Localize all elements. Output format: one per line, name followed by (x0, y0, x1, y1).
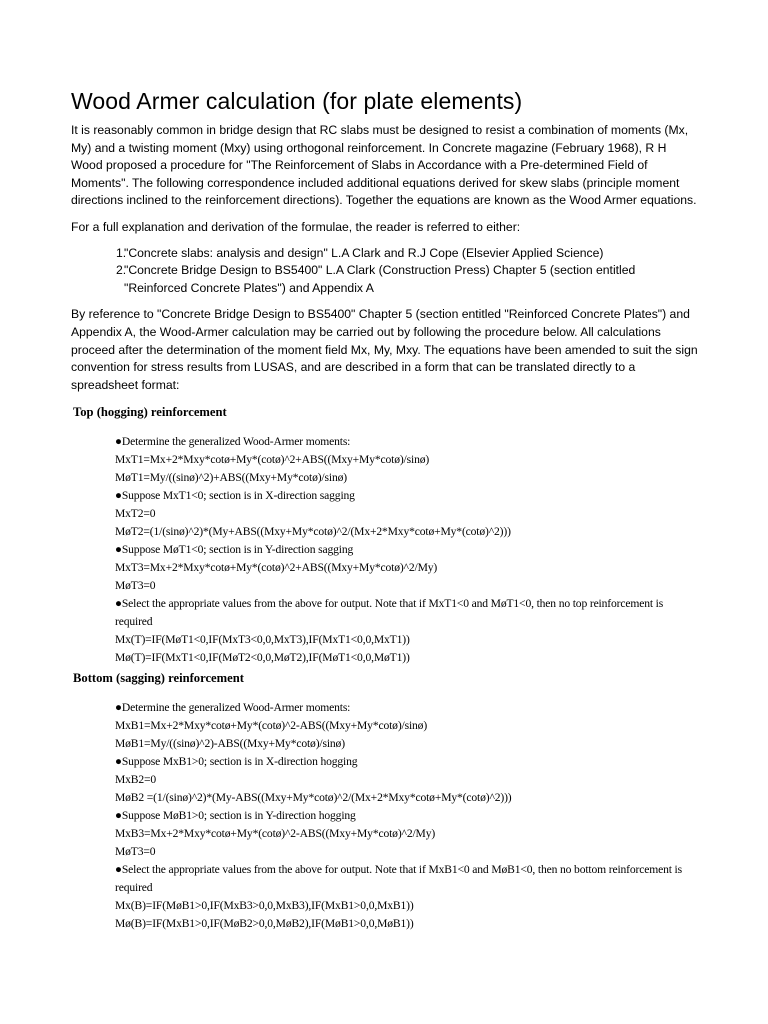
equation-line: ●Suppose MxT1<0; section is in X-direction sagging (115, 489, 355, 503)
equation-line: ●Determine the generalized Wood-Armer moments: (115, 435, 351, 449)
equation-line: Mx(T)=IF(MøT1<0,IF(MxT3<0,0,MxT3),IF(MxT1<0,0,MxT1)) (115, 633, 410, 647)
equation-line: Mø(B)=IF(MxB1>0,IF(MøB2>0,0,MøB2),IF(MøB1>0,0,MøB1)) (115, 917, 414, 931)
reference-text: "Concrete slabs: analysis and design" L.A Clark and R.J Cope (Elsevier Applied Science) (124, 245, 604, 260)
equation-line: Mx(B)=IF(MøB1>0,IF(MxB3>0,0,MxB3),IF(MxB1>0,0,MxB1)) (115, 899, 414, 913)
page-title: Wood Armer calculation (for plate elements) (71, 88, 523, 114)
equation-line: ●Select the appropriate values from the above for output. Note that if MxT1<0 and MøT1<0, then no top reinforcement is required (115, 597, 664, 629)
equation-line: MøT2=(1/(sinø)^2)*(My+ABS((Mxy+My*cotø)^2/(Mx+2*Mxy*cotø+My*(cotø)^2))) (115, 525, 511, 539)
reference-text: "Concrete Bridge Design to BS5400" L.A Clark (Construction Press) Chapter 5 (section entitled "Reinforced Concrete Plates") and Appendix A (124, 263, 636, 295)
equation-line: ●Suppose MøT1<0; section is in Y-direction sagging (115, 543, 354, 557)
bottom-reinforcement-heading: Bottom (sagging) reinforcement (73, 671, 244, 686)
reference-number: 2. (116, 263, 127, 278)
equation-line: Mø(T)=IF(MxT1<0,IF(MøT2<0,0,MøT2),IF(MøT1<0,0,MøT1)) (115, 651, 410, 665)
intro-paragraph: It is reasonably common in bridge design that RC slabs must be designed to resist a combination of moments (Mx, My) and a twisting moment (Mxy) using orthogonal reinforcement. In Concrete magazine (February 1968), R H Wood proposed a procedure for "The Reinforcement of Slabs in Accordance with a Pre-determined Field of Moments". The following correspondence included additional equations derived for skew slabs (principle moment directions inclined to the reinforcement directions). Together the equations are known as the Wood Armer equations. (71, 123, 697, 208)
equation-line: ●Suppose MxB1>0; section is in X-direction hogging (115, 755, 358, 769)
reference-item (116, 262, 698, 297)
equation-line: ●Select the appropriate values from the above for output. Note that if MxB1<0 and MøB1<0, then no bottom reinforcement is required (115, 863, 682, 895)
equation-line: MxB2=0 (115, 773, 157, 787)
equation-line: MøT1=My/((sinø)^2)+ABS((Mxy+My*cotø)/sinø) (115, 471, 347, 485)
equation-line: MøB1=My/((sinø)^2)-ABS((Mxy+My*cotø)/sinø) (115, 737, 345, 751)
procedure-paragraph: By reference to "Concrete Bridge Design to BS5400" Chapter 5 (section entitled "Reinforced Concrete Plates") and Appendix A, the Wood-Armer calculation may be carried out by following the procedure below. All calculations proceed after the determination of the moment field Mx, My, Mxy. The equations have been amended to suit the sign convention for stress results from LUSAS, and are described in a form that can be translated directly to a spreadsheet format: (71, 307, 698, 392)
reference-item (116, 245, 698, 263)
equation-line: MøT3=0 (115, 579, 156, 593)
top-reinforcement-heading: Top (hogging) reinforcement (73, 405, 227, 420)
bottom-equation-list (115, 699, 698, 933)
explanation-paragraph: For a full explanation and derivation of the formulae, the reader is referred to either: (71, 219, 521, 234)
equation-line: MxB1=Mx+2*Mxy*cotø+My*(cotø)^2-ABS((Mxy+My*cotø)/sinø) (115, 719, 428, 733)
equation-line: MxT2=0 (115, 507, 156, 521)
equation-line: MxT1=Mx+2*Mxy*cotø+My*(cotø)^2+ABS((Mxy+My*cotø)/sinø) (115, 453, 430, 467)
reference-number: 1. (116, 245, 127, 260)
equation-line: MxB3=Mx+2*Mxy*cotø+My*(cotø)^2-ABS((Mxy+My*cotø)^2/My) (115, 827, 436, 841)
top-equation-list (115, 433, 698, 667)
equation-line: ●Determine the generalized Wood-Armer moments: (115, 701, 351, 715)
equation-line: MøB2 =(1/(sinø)^2)*(My-ABS((Mxy+My*cotø)^2/(Mx+2*Mxy*cotø+My*(cotø)^2))) (115, 791, 512, 805)
equation-line: MøT3=0 (115, 845, 156, 859)
equation-line: ●Suppose MøB1>0; section is in Y-direction hogging (115, 809, 356, 823)
equation-line: MxT3=Mx+2*Mxy*cotø+My*(cotø)^2+ABS((Mxy+My*cotø)^2/My) (115, 561, 438, 575)
reference-list (116, 245, 698, 298)
